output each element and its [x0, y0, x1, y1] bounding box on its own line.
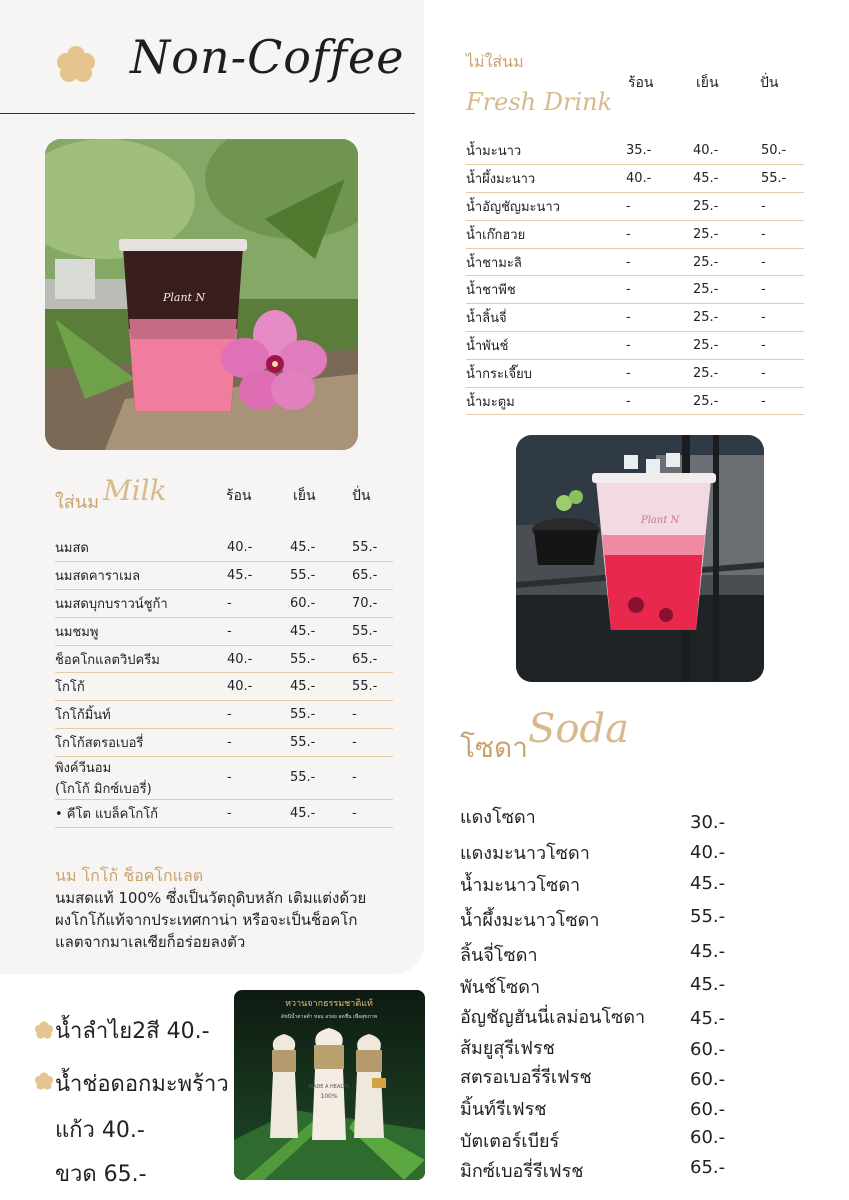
fresh-price-cold: 25.- — [693, 226, 719, 242]
milk-price-frappe: - — [352, 734, 357, 750]
milk-row — [55, 590, 393, 618]
milk-price-table — [55, 534, 393, 828]
fresh-label-script: Fresh Drink — [466, 88, 613, 116]
milk-price-cold: 55.- — [290, 568, 316, 584]
milk-item-name: โกโก้สตรอเบอรี่ — [55, 735, 144, 751]
svg-text:Plant N: Plant N — [163, 291, 206, 304]
fresh-price-cold: 25.- — [693, 310, 719, 326]
fresh-price-hot: - — [626, 337, 631, 353]
flower-icon — [55, 44, 97, 84]
milk-price-frappe: - — [352, 770, 357, 786]
fresh-price-hot: 35.- — [626, 143, 652, 159]
fresh-price-frappe: - — [761, 310, 766, 326]
fresh-price-frappe: - — [761, 254, 766, 270]
fresh-item-name: น้ำผึ้งมะนาว — [466, 172, 536, 188]
soda-item-name: ส้มยูสุรีเฟรช — [460, 1038, 555, 1059]
fresh-item-name: น้ำกระเจี๊ยบ — [466, 366, 532, 382]
fresh-item-name: น้ำมะตูม — [466, 394, 515, 410]
soda-item-price: 60.- — [690, 1127, 726, 1148]
milk-price-cold: 55.- — [290, 734, 316, 750]
milk-item-name: นมสด — [55, 541, 89, 557]
milk-price-frappe: 65.- — [352, 651, 378, 667]
soda-item-name: น้ำผึ้งมะนาวโซดา — [460, 910, 600, 931]
milk-price-hot: 45.- — [227, 568, 253, 584]
fresh-price-hot: - — [626, 365, 631, 381]
milk-price-hot: 40.- — [227, 651, 253, 667]
fresh-price-hot: - — [626, 310, 631, 326]
fresh-row — [466, 332, 804, 360]
milk-item-name: • คีโต แบล็คโกโก้ — [55, 806, 159, 822]
milk-price-hot: - — [227, 770, 232, 786]
milk-col-frappe: ปั่น — [352, 488, 371, 504]
milk-item-name: พิงค์วีนอม (โกโก้ มิกซ์เบอรี่) — [55, 760, 152, 797]
milk-col-cold: เย็น — [293, 488, 316, 504]
soda-item-price: 30.- — [690, 812, 726, 833]
milk-col-hot: ร้อน — [226, 488, 252, 504]
soda-item-price: 40.- — [690, 842, 726, 863]
fresh-col-hot: ร้อน — [628, 75, 654, 91]
fresh-col-frappe: ปั่น — [760, 75, 779, 91]
fresh-price-frappe: - — [761, 226, 766, 242]
fresh-row — [466, 220, 804, 248]
milk-price-frappe: 55.- — [352, 623, 378, 639]
soda-item-price: 65.- — [690, 1157, 726, 1178]
soda-item-price: 45.- — [690, 873, 726, 894]
flower-bullet-icon — [34, 1020, 54, 1040]
promo-headline: หวานจากธรรมชาติแท้ — [285, 999, 373, 1009]
fresh-col-cold: เย็น — [696, 75, 719, 91]
fresh-price-cold: 25.- — [693, 337, 719, 353]
soda-item-price: 45.- — [690, 974, 726, 995]
milk-row — [55, 701, 393, 729]
milk-price-cold: 60.- — [290, 595, 316, 611]
fresh-price-cold: 25.- — [693, 365, 719, 381]
fresh-item-name: น้ำชามะลิ — [466, 255, 522, 271]
fresh-price-table — [466, 137, 804, 415]
soda-label-script: Soda — [528, 706, 629, 752]
milk-price-frappe: 65.- — [352, 568, 378, 584]
fresh-price-hot: - — [626, 393, 631, 409]
milk-price-cold: 55.- — [290, 651, 316, 667]
promo-subline: ดัชนีน้ำตาลต่ำ หอม อร่อย สดชื่น เพื่อสุขภาพ — [280, 1014, 378, 1020]
svg-text:Plant N: Plant N — [641, 515, 680, 526]
title-divider — [0, 113, 415, 114]
fresh-price-cold: 25.- — [693, 254, 719, 270]
fresh-price-hot: 40.- — [626, 171, 652, 187]
milk-item-name: นมสดบุกบราวน์ชูก้า — [55, 596, 168, 612]
soda-item-name: น้ำมะนาวโซดา — [460, 875, 581, 896]
milk-price-cold: 45.- — [290, 540, 316, 556]
milk-row — [55, 617, 393, 645]
milk-price-hot: - — [227, 623, 232, 639]
fresh-price-hot: - — [626, 282, 631, 298]
soda-item-name: แดงมะนาวโซดา — [460, 843, 590, 864]
soda-item-price: 45.- — [690, 941, 726, 962]
fresh-price-cold: 25.- — [693, 198, 719, 214]
milk-row — [55, 673, 393, 701]
milk-label-script: Milk — [103, 474, 167, 507]
milk-price-cold: 45.- — [290, 679, 316, 695]
milk-item-name: ช็อคโกแลตวิปครีม — [55, 652, 160, 668]
fresh-price-cold: 25.- — [693, 282, 719, 298]
fresh-row — [466, 248, 804, 276]
fresh-price-hot: - — [626, 198, 631, 214]
soda-item-name: บัตเตอร์เบียร์ — [460, 1131, 560, 1152]
soda-item-price: 60.- — [690, 1039, 726, 1060]
milk-price-frappe: - — [352, 805, 357, 821]
soda-item-name: มิกซ์เบอรี่รีเฟรช — [460, 1161, 584, 1182]
fresh-item-name: น้ำพันช์ — [466, 338, 509, 354]
flower-bullet-icon — [34, 1071, 54, 1091]
soda-item-price: 60.- — [690, 1099, 726, 1120]
milk-row — [55, 756, 393, 799]
milk-row — [55, 799, 393, 827]
milk-price-frappe: 70.- — [352, 595, 378, 611]
milk-price-hot: - — [227, 734, 232, 750]
milk-price-cold: 45.- — [290, 623, 316, 639]
fresh-row — [466, 304, 804, 332]
milk-row — [55, 645, 393, 673]
fresh-item-name: น้ำเก๊กฮวย — [466, 227, 526, 243]
fresh-price-cold: 40.- — [693, 143, 719, 159]
fresh-price-frappe: - — [761, 282, 766, 298]
milk-price-hot: - — [227, 595, 232, 611]
soda-item-name: มิ้นท์รีเฟรช — [460, 1099, 547, 1120]
pink-drink-photo — [45, 139, 358, 450]
soda-drink-photo — [516, 435, 764, 682]
soda-item-name: สตรอเบอรี่รีเฟรช — [460, 1067, 592, 1088]
coconut-glass-price: แก้ว 40.- — [55, 1118, 145, 1143]
milk-row — [55, 562, 393, 590]
milk-price-frappe: 55.- — [352, 679, 378, 695]
milk-item-name: นมสดคาราเมล — [55, 569, 141, 585]
fresh-price-hot: - — [626, 226, 631, 242]
fresh-price-frappe: - — [761, 393, 766, 409]
milk-price-cold: 55.- — [290, 707, 316, 723]
fresh-row — [466, 137, 804, 165]
fresh-row — [466, 165, 804, 193]
coconut-drink: น้ำช่อดอกมะพร้าว — [55, 1072, 229, 1097]
fresh-price-frappe: - — [761, 198, 766, 214]
fresh-price-frappe: - — [761, 337, 766, 353]
fresh-price-frappe: - — [761, 365, 766, 381]
milk-price-cold: 45.- — [290, 805, 316, 821]
milk-price-frappe: 55.- — [352, 540, 378, 556]
milk-row — [55, 729, 393, 757]
fresh-price-cold: 45.- — [693, 171, 719, 187]
fresh-price-frappe: 55.- — [761, 171, 787, 187]
fresh-row — [466, 193, 804, 221]
soda-item-name: แดงโซดา — [460, 807, 536, 828]
milk-price-frappe: - — [352, 707, 357, 723]
milk-price-cold: 55.- — [290, 770, 316, 786]
longan-drink: น้ำลำไย2สี 40.- — [55, 1019, 210, 1044]
milk-price-hot: 40.- — [227, 540, 253, 556]
fresh-label-thai: ไม่ใส่นม — [466, 52, 524, 71]
coconut-promo-photo — [234, 990, 425, 1180]
page-title: Non-Coffee — [130, 30, 405, 84]
milk-item-name: นมชมพู — [55, 624, 99, 640]
milk-row — [55, 534, 393, 562]
promo-bottle-label: MADE A HEALTH — [308, 1084, 350, 1090]
promo-bottle-pct: 100% — [320, 1093, 338, 1100]
fresh-row — [466, 276, 804, 304]
note-body: นมสดแท้ 100% ซึ่งเป็นวัตถุดิบหลัก เติมแต่งด้วยผงโกโก้แท้จากประเทศกาน่า หรือจะเป็นช็อคโกแลตจากมาเลเซียก็อร่อยลงตัว — [55, 889, 367, 951]
soda-label-thai: โซดา — [460, 731, 528, 764]
soda-item-name: ลิ้นจี่โซดา — [460, 945, 538, 966]
milk-item-name: โกโก้ — [55, 680, 85, 696]
note-heading: นม โกโก้ ช็อคโกแลต — [55, 866, 204, 885]
fresh-price-hot: - — [626, 254, 631, 270]
milk-item-name: โกโก้มิ้นท์ — [55, 708, 111, 724]
milk-price-hot: 40.- — [227, 679, 253, 695]
milk-label-thai: ใส่นม — [55, 492, 99, 513]
soda-item-name: อัญชัญฮันนี่เลม่อนโซดา — [460, 1007, 646, 1028]
fresh-item-name: น้ำอัญชัญมะนาว — [466, 199, 561, 215]
soda-item-price: 45.- — [690, 1008, 726, 1029]
fresh-price-cold: 25.- — [693, 393, 719, 409]
milk-price-hot: - — [227, 805, 232, 821]
fresh-row — [466, 387, 804, 415]
fresh-row — [466, 359, 804, 387]
milk-price-hot: - — [227, 707, 232, 723]
fresh-item-name: น้ำลิ้นจี่ — [466, 311, 507, 327]
soda-item-price: 55.- — [690, 906, 726, 927]
fresh-item-name: น้ำมะนาว — [466, 144, 522, 160]
coconut-bottle-price: ขวด 65.- — [55, 1162, 147, 1187]
soda-item-name: พันช์โซดา — [460, 977, 541, 998]
fresh-item-name: น้ำชาพีช — [466, 283, 516, 299]
fresh-price-frappe: 50.- — [761, 143, 787, 159]
soda-item-price: 60.- — [690, 1069, 726, 1090]
